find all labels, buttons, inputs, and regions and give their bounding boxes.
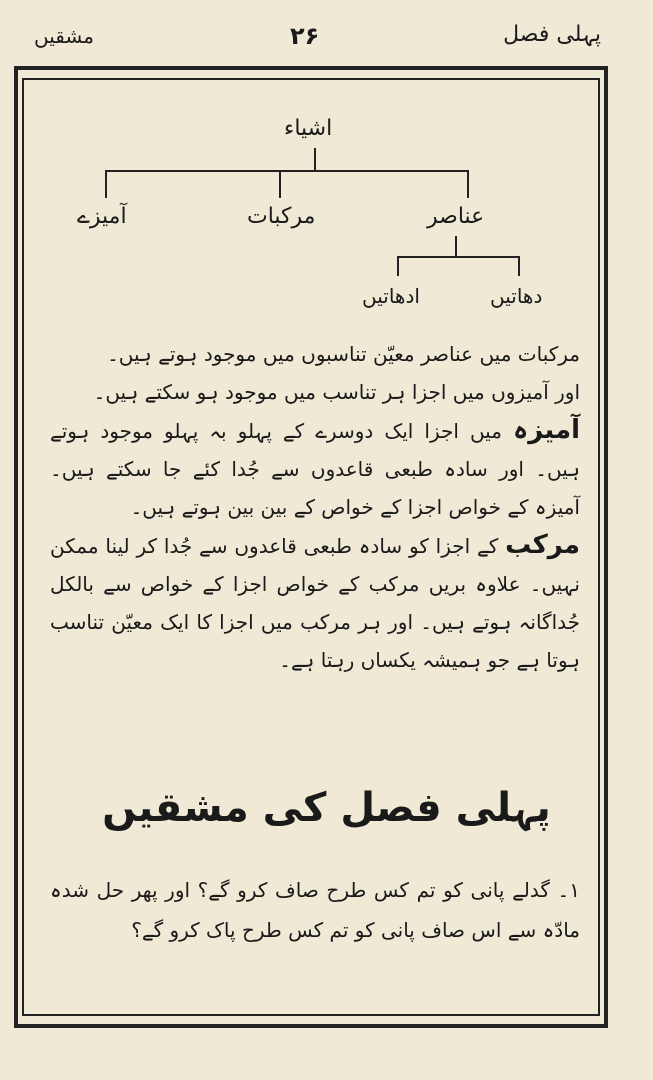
- diagram-sub-right: [518, 256, 520, 276]
- page-number: ۲۶: [290, 22, 320, 50]
- diagram-sub-horizontal: [397, 256, 520, 258]
- diagram-bracket-middle: [279, 170, 281, 198]
- exercise-question-1: ۱۔ گدلے پانی کو تم کس طرح صاف کرو گے؟ اور پھر حل شدہ مادّہ سے اس صاف پانی کو تم کس طرح پاک کرو گے؟: [50, 878, 580, 942]
- diagram-bracket-right: [467, 170, 469, 198]
- diagram-node-nonmetals: ادھاتیں: [362, 284, 420, 308]
- diagram-node-mixtures: آمیزے: [77, 204, 127, 229]
- diagram-node-compounds: مرکبات: [247, 204, 316, 229]
- diagram-node-metals: دھاتیں: [490, 284, 543, 308]
- classification-diagram: [22, 78, 600, 338]
- exercise-list: [50, 870, 580, 950]
- compound-term: مرکب: [505, 530, 580, 560]
- chapter-title: پہلی فصل: [503, 22, 601, 47]
- mixture-term: آمیزہ: [512, 415, 580, 445]
- mixture-text: میں اجزا ایک دوسرے کے پہلو بہ پہلو موجود ہوتے ہیں۔ اور سادہ طبعی قاعدوں سے جُدا کئے جا سکتے ہیں۔ آمیزہ کے خواص اجزا کے خواص کے بین بین ہوتے ہیں۔: [50, 419, 580, 519]
- diagram-bracket-left: [105, 170, 107, 198]
- exercises-heading: پہلی فصل کی مشقیں: [102, 785, 551, 831]
- paragraph-compounds: مرکبات میں عناصر معیّن تناسبوں میں موجود ہوتے ہیں۔: [107, 342, 580, 366]
- diagram-root-label: اشیاء: [284, 116, 333, 141]
- diagram-bracket-horizontal: [105, 170, 469, 172]
- diagram-sub-left: [397, 256, 399, 276]
- compound-text: کے اجزا کو سادہ طبعی قاعدوں سے جُدا کر لینا ممکن نہیں۔ علاوہ بریں مرکب کے خواص اجزا کے خواص سے بالکل جُداگانہ ہوتے ہیں۔ اور ہر مرکب میں اجزا کا ایک معیّن تناسب ہوتا ہے جو ہمیشہ یکساں رہتا ہے۔: [50, 534, 580, 672]
- diagram-sub-stem: [455, 236, 457, 256]
- diagram-root-stem: [314, 148, 316, 170]
- running-head: [0, 14, 653, 64]
- section-title: مشقیں: [34, 24, 94, 48]
- paragraph-mixture: [50, 411, 580, 526]
- body-text: [50, 335, 580, 679]
- diagram-node-elements: عناصر: [427, 204, 485, 229]
- paragraph-mixture-ratios: اور آمیزوں میں اجزا ہر تناسب میں موجود ہو سکتے ہیں۔: [93, 380, 580, 404]
- paragraph-compound: [50, 526, 580, 679]
